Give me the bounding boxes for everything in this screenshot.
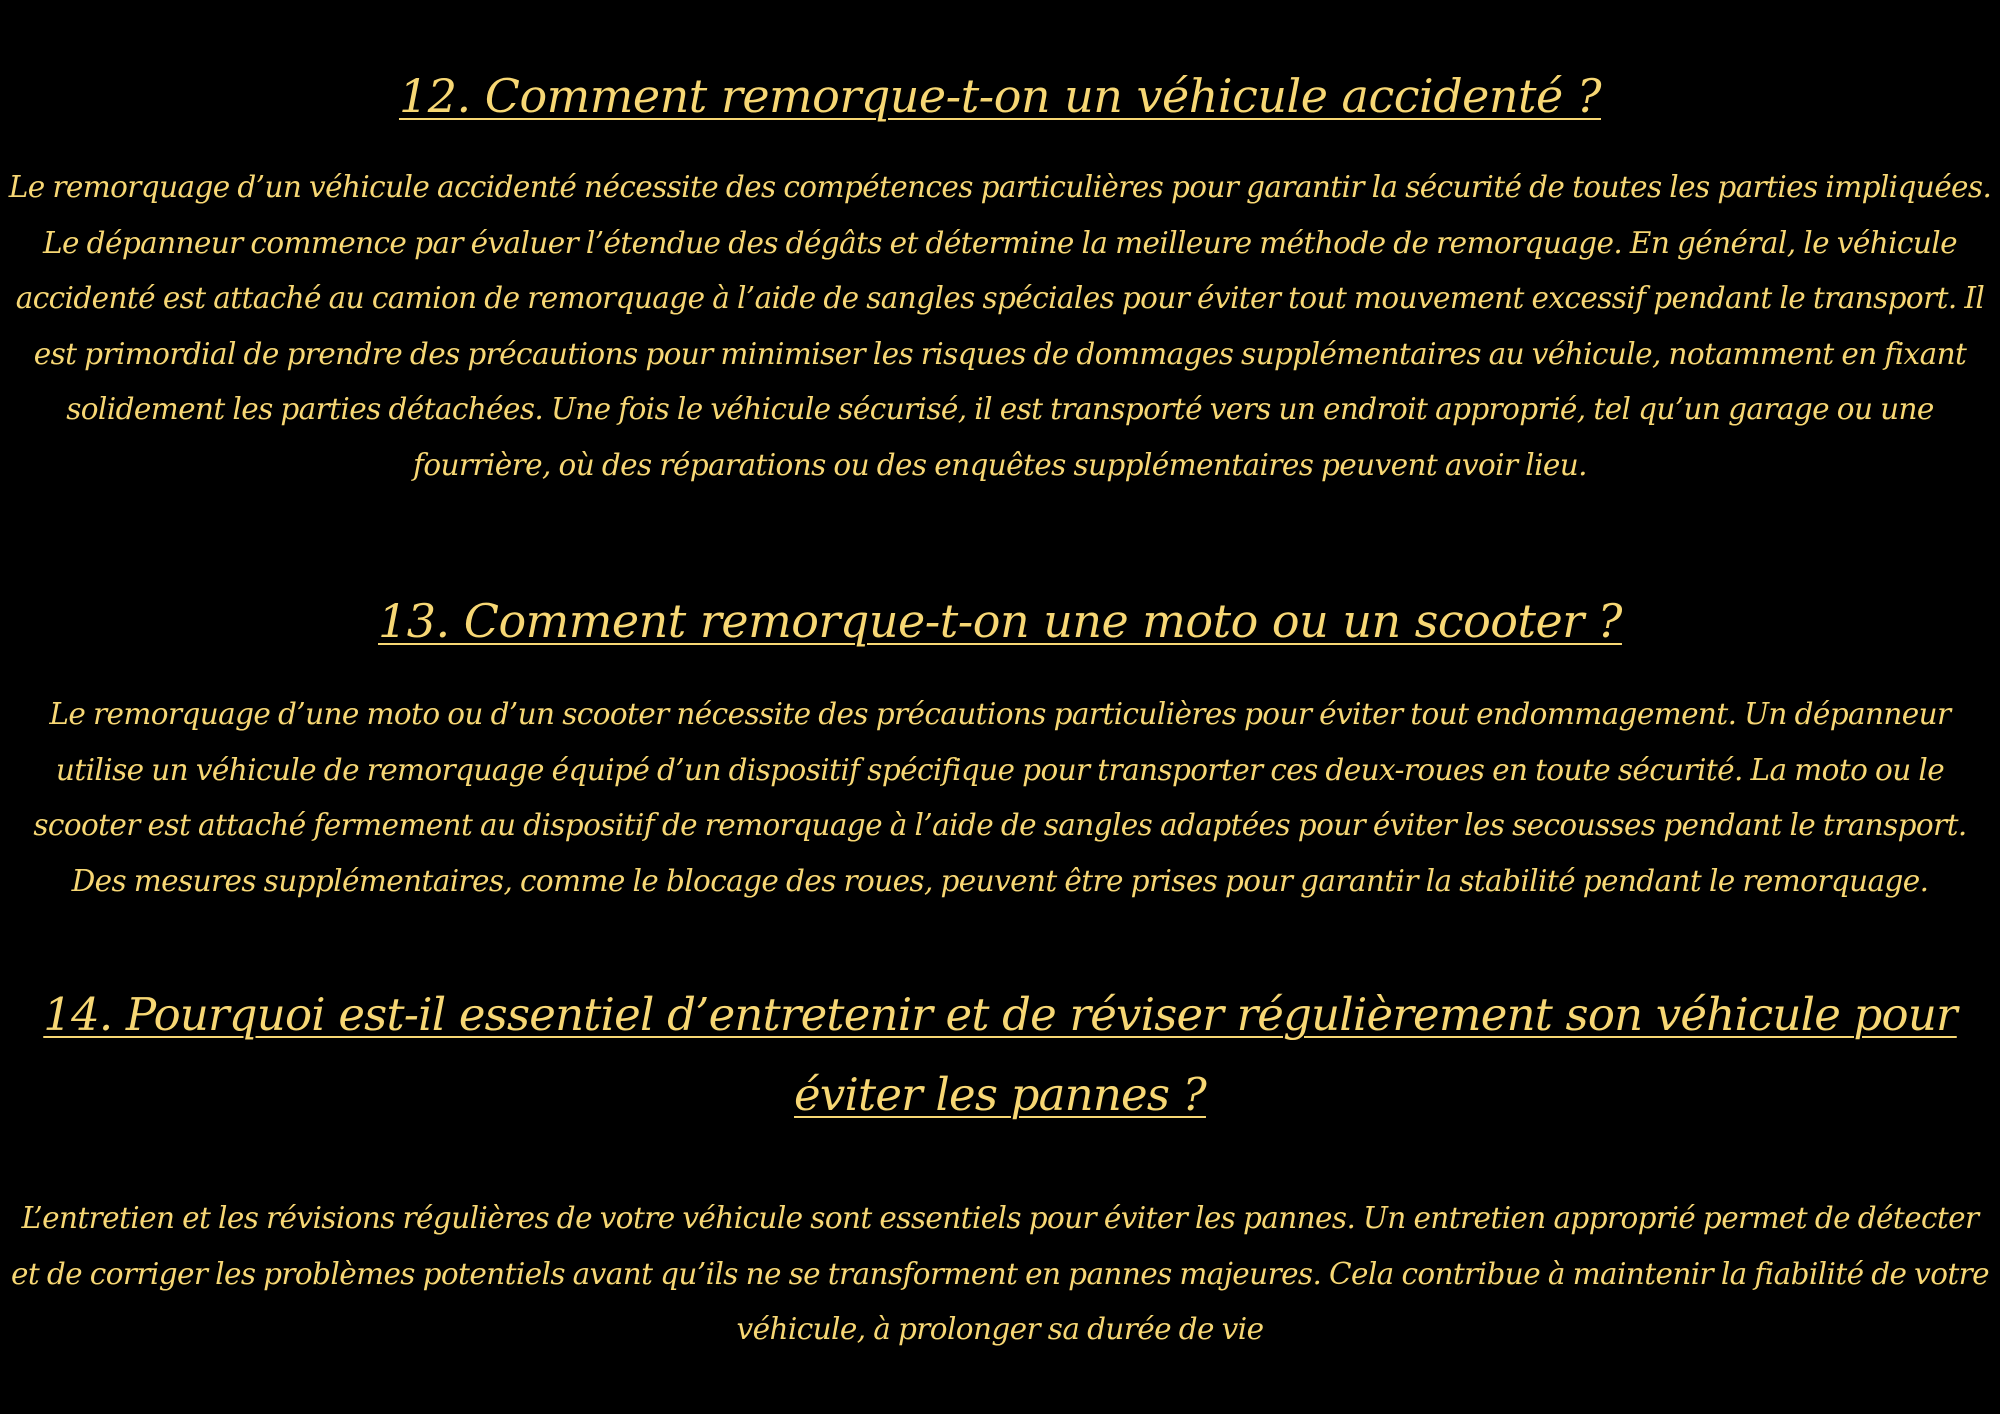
faq-body-14: L’entretien et les révisions régulières de votre véhicule sont essentiels pour éviter les pannes. Un entretien approprié permet de détecter et de corriger les problèmes potentiels avant qu’ils ne se transforment en pannes majeures. Cela contribue à maintenir la fiabilité de votre véhicule, à prolonger sa durée de vie (10, 1201, 1990, 1346)
faq-section-12 (0, 56, 2000, 493)
faq-heading-14: 14. Pourquoi est-il essentiel d’entretenir et de réviser régulièrement son véhicule pour éviter les pannes ? (43, 988, 1957, 1121)
faq-body-13: Le remorquage d’une moto ou d’un scooter nécessite des précautions particulières pour éviter tout endommagement. Un dépanneur utilise un véhicule de remorquage équipé d’un dispositif spécifique pour transporter ces deux-roues en toute sécurité. La moto ou le scooter est attaché fermement au dispositif de remorquage à l’aide de sangles adaptées pour éviter les secousses pendant le transport. Des mesures supplémentaires, comme le blocage des roues, peuvent être prises pour garantir la stabilité pendant le remorquage. (33, 697, 1967, 898)
faq-body-12: Le remorquage d’un véhicule accidenté nécessite des compétences particulières pour garantir la sécurité de toutes les parties impliquées. Le dépanneur commence par évaluer l’étendue des dégâts et détermine la meilleure méthode de remorquage. En général, le véhicule accidenté est attaché au camion de remorquage à l’aide de sangles spéciales pour éviter tout mouvement excessif pendant le transport. Il est primordial de prendre des précautions pour minimiser les risques de dommages supplémentaires au véhicule, notamment en fixant solidement les parties détachées. Une fois le véhicule sécurisé, il est transporté vers un endroit approprié, tel qu’un garage ou une fourrière, où des réparations ou des enquêtes supplémentaires peuvent avoir lieu. (8, 170, 1992, 482)
faq-heading-12: 12. Comment remorque-t-on un véhicule accidenté ? (398, 69, 1601, 123)
faq-section-14 (0, 975, 2000, 1358)
faq-heading-13: 13. Comment remorque-t-on une moto ou un scooter ? (378, 594, 1622, 648)
faq-section-13 (0, 581, 2000, 909)
